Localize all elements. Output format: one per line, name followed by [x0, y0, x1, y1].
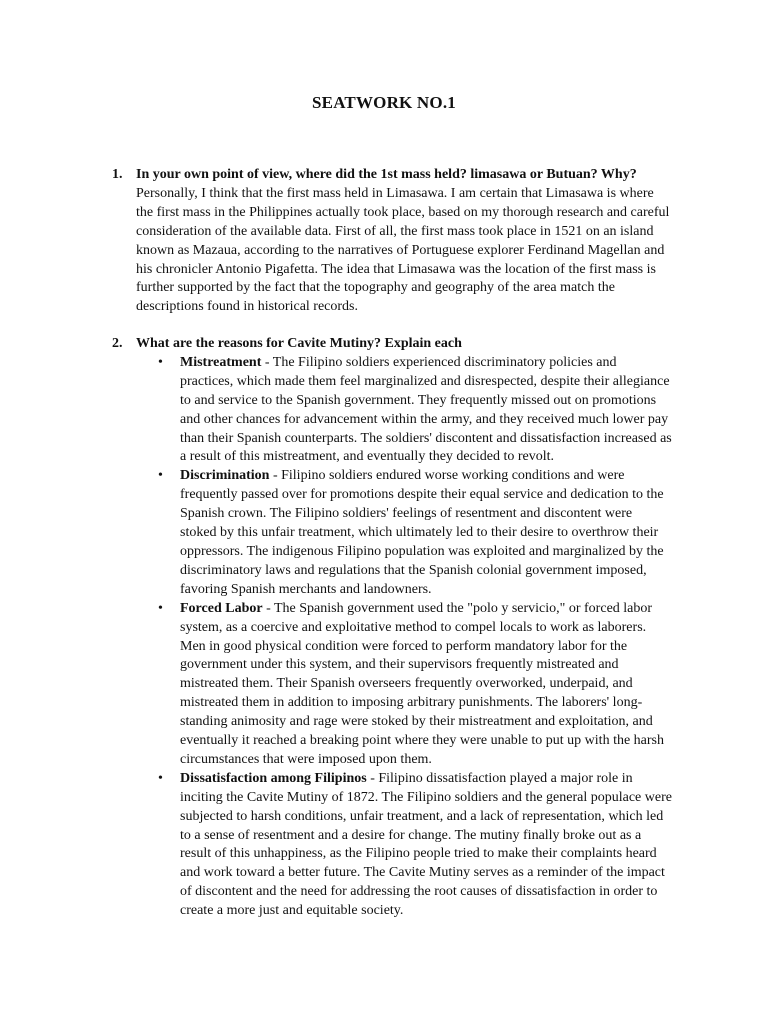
- question-number: 1.: [112, 167, 123, 182]
- question-text: In your own point of view, where did the 1st mass held? limasawa or Butuan? Why?: [136, 167, 637, 182]
- reasons-list: [158, 354, 672, 921]
- reason-text: - Filipino dissatisfaction played a major role in inciting the Cavite Mutiny of 1872. The Filipino soldiers and the general populace were subjected to harsh conditions, unfair treatment, and a lack of representation, which led to a sense of resentment and a desire for change. The mutiny finally broke out as a result of this unhappiness, as the Filipino people tried to make their complaints heard and work toward a better future. The Cavite Mutiny serves as a reminder of the impact of discontent and the need for addressing the root causes of dissatisfaction in order to create a more just and equitable society.: [180, 770, 672, 919]
- reason-text: - Filipino soldiers endured worse working conditions and were frequently passed over for promotions despite their equal service and dedication to the Spanish crown. The Filipino soldiers' feelings of resentment and discontent were stoked by this unfair treatment, which ultimately led to their desire to overthrow their oppressors. The indigenous Filipino population was exploited and marginalized by the discriminatory laws and regulations that the Spanish colonial government imposed, favoring Spanish merchants and landowners.: [180, 468, 664, 597]
- page-title: SEATWORK NO.1: [312, 93, 456, 112]
- list-item: [158, 600, 672, 770]
- question-text: What are the reasons for Cavite Mutiny? Explain each: [136, 336, 462, 351]
- bullet-icon: •: [158, 468, 163, 484]
- reason-term: Dissatisfaction among Filipinos: [180, 770, 367, 786]
- question-2: [112, 335, 672, 921]
- list-item: [158, 467, 672, 599]
- bullet-icon: •: [158, 600, 163, 616]
- answer-paragraph: Personally, I think that the first mass held in Limasawa. I am certain that Limasawa is where the first mass in the Philippines actually took place, based on my thorough research and careful consideration of the available data. First of all, the first mass took place in 1521 on an island known as Mazaua, according to the narratives of Portuguese explorer Ferdinand Magellan and his chronicler Antonio Pigafetta. The idea that Limasawa was the location of the first mass is further supported by the fact that the topography and geography of the area match the descriptions found in historical records.: [136, 185, 670, 315]
- reason-term: Mistreatment: [180, 354, 262, 370]
- list-item: [158, 354, 672, 467]
- reason-term: Forced Labor: [180, 600, 263, 616]
- reason-text: - The Filipino soldiers experienced discriminatory policies and practices, which made them feel marginalized and disrespected, despite their allegiance to and service to the Spanish government. They frequently missed out on promotions and other chances for advancement within the army, and they received much lower pay than their Spanish counterparts. The soldiers' discontent and dissatisfaction increased as a result of this mistreatment, and eventually they decided to revolt.: [180, 354, 672, 465]
- list-item: [158, 770, 672, 921]
- reason-text: - The Spanish government used the "polo y servicio," or forced labor system, as a coercive and exploitative method to compel locals to work as laborers. Men in good physical condition were forced to perform mandatory labor for the government under this system, and their supervisors frequently mistreated and mistreated them. Their Spanish overseers frequently overworked, underpaid, and mistreated them in addition to imposing arbitrary punishments. The laborers' long-standing animosity and rage were stoked by their mistreatment and exploitation, and eventually it reached a breaking point where they were unable to put up with the harsh circumstances that were imposed upon them.: [180, 600, 664, 767]
- reason-term: Discrimination: [180, 468, 270, 484]
- question-1: [112, 166, 672, 317]
- question-number: 2.: [112, 336, 123, 351]
- bullet-icon: •: [158, 770, 163, 786]
- bullet-icon: •: [158, 354, 163, 370]
